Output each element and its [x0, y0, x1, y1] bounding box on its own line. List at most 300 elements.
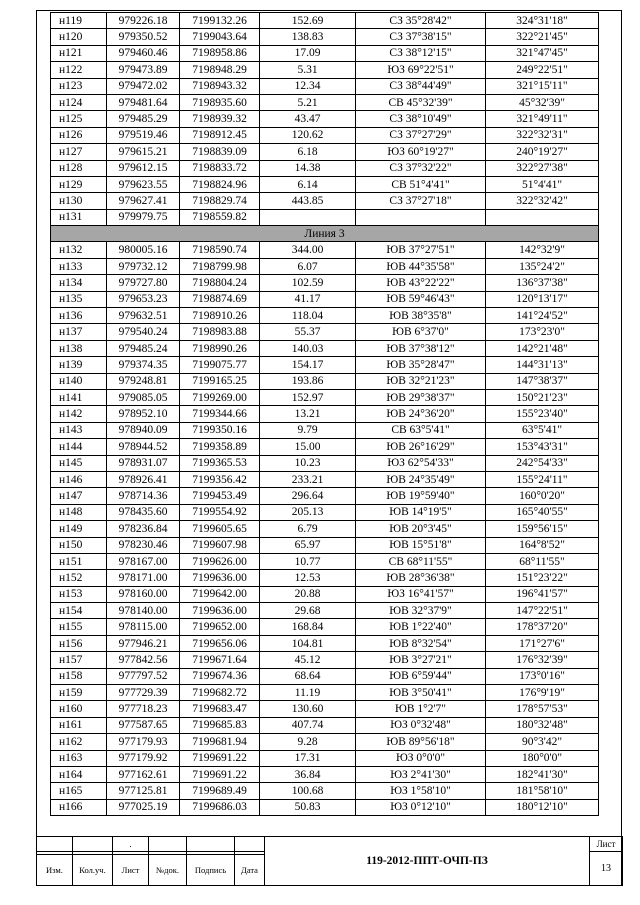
rhumb-cell: ЮВ 59°46'43" [356, 291, 486, 307]
distance-cell: 168.84 [260, 619, 356, 635]
sheet-number: 13 [590, 852, 623, 886]
point-id-cell: н142 [51, 406, 107, 422]
rhumb-cell: СЗ 37°32'22" [356, 160, 486, 176]
x-coordinate-cell: 979085.05 [107, 389, 180, 405]
azimuth-cell: 182°41'30" [486, 766, 599, 782]
table-row [51, 668, 599, 684]
distance-cell: 68.64 [260, 668, 356, 684]
point-id-cell: н129 [51, 176, 107, 192]
y-coordinate-cell: 7199132.26 [180, 13, 260, 29]
azimuth-cell: 153°43'31" [486, 439, 599, 455]
x-coordinate-cell: 979612.15 [107, 160, 180, 176]
y-coordinate-cell: 7198912.45 [180, 127, 260, 143]
azimuth-cell: 176°9'19" [486, 685, 599, 701]
point-id-cell: н150 [51, 537, 107, 553]
rhumb-cell: ЮЗ 2°41'30" [356, 766, 486, 782]
distance-cell: 140.03 [260, 340, 356, 356]
point-id-cell: н122 [51, 62, 107, 78]
distance-cell: 6.79 [260, 521, 356, 537]
point-id-cell: н123 [51, 78, 107, 94]
x-coordinate-cell: 978931.07 [107, 455, 180, 471]
rhumb-cell: СЗ 37°27'18" [356, 193, 486, 209]
table-row [51, 439, 599, 455]
azimuth-cell: 165°40'55" [486, 504, 599, 520]
rhumb-cell: ЮВ 6°37'0" [356, 324, 486, 340]
table-row [51, 553, 599, 569]
y-coordinate-cell: 7198874.69 [180, 291, 260, 307]
x-coordinate-cell: 979615.21 [107, 144, 180, 160]
x-coordinate-cell: 978230.46 [107, 537, 180, 553]
point-id-cell: н151 [51, 553, 107, 569]
section-title: Линия 3 [51, 226, 599, 242]
distance-cell: 15.00 [260, 439, 356, 455]
y-coordinate-cell: 7199626.00 [180, 553, 260, 569]
azimuth-cell: 171°27'6" [486, 635, 599, 651]
rhumb-cell: ЮВ 6°59'44" [356, 668, 486, 684]
azimuth-cell: 181°58'10" [486, 783, 599, 799]
x-coordinate-cell: 979727.80 [107, 275, 180, 291]
x-coordinate-cell: 979540.24 [107, 324, 180, 340]
rhumb-cell: ЮВ 38°35'8" [356, 308, 486, 324]
distance-cell: 6.18 [260, 144, 356, 160]
distance-cell: 6.07 [260, 258, 356, 274]
x-coordinate-cell: 979374.35 [107, 357, 180, 373]
y-coordinate-cell: 7198935.60 [180, 94, 260, 110]
table-row [51, 635, 599, 651]
stamp-header-sheet: Лист [113, 854, 149, 885]
distance-cell: 43.47 [260, 111, 356, 127]
azimuth-cell: 173°23'0" [486, 324, 599, 340]
distance-cell: 6.14 [260, 176, 356, 192]
azimuth-cell: 160°0'20" [486, 488, 599, 504]
point-id-cell: н135 [51, 291, 107, 307]
table-row [51, 455, 599, 471]
rhumb-cell: ЮВ 3°27'21" [356, 652, 486, 668]
rhumb-cell: ЮВ 28°36'38" [356, 570, 486, 586]
point-id-cell: н147 [51, 488, 107, 504]
point-id-cell: н164 [51, 766, 107, 782]
x-coordinate-cell: 979732.12 [107, 258, 180, 274]
table-row [51, 701, 599, 717]
point-id-cell: н144 [51, 439, 107, 455]
rhumb-cell: ЮВ 19°59'40" [356, 488, 486, 504]
azimuth-cell: 322°27'38" [486, 160, 599, 176]
azimuth-cell: 322°32'42" [486, 193, 599, 209]
azimuth-cell: 155°23'40" [486, 406, 599, 422]
azimuth-cell: 321°49'11" [486, 111, 599, 127]
x-coordinate-cell: 978115.00 [107, 619, 180, 635]
x-coordinate-cell: 979473.89 [107, 62, 180, 78]
azimuth-cell: 147°38'37" [486, 373, 599, 389]
table-row [51, 619, 599, 635]
stamp-header-change: Изм. [37, 854, 73, 885]
table-row [51, 62, 599, 78]
table-row [51, 799, 599, 815]
azimuth-cell: 144°31'13" [486, 357, 599, 373]
y-coordinate-cell: 7199689.49 [180, 783, 260, 799]
table-row [51, 717, 599, 733]
distance-cell: 118.04 [260, 308, 356, 324]
table-row [51, 144, 599, 160]
y-coordinate-cell: 7198958.86 [180, 45, 260, 61]
x-coordinate-cell: 977718.23 [107, 701, 180, 717]
rhumb-cell: ЮЗ 60°19'27" [356, 144, 486, 160]
point-id-cell: н132 [51, 242, 107, 258]
table-row [51, 45, 599, 61]
title-block [36, 836, 623, 886]
distance-cell: 65.97 [260, 537, 356, 553]
y-coordinate-cell: 7198910.26 [180, 308, 260, 324]
table-row [51, 127, 599, 143]
point-id-cell: н127 [51, 144, 107, 160]
azimuth-cell: 155°24'11" [486, 471, 599, 487]
point-id-cell: н146 [51, 471, 107, 487]
x-coordinate-cell: 979623.55 [107, 176, 180, 192]
rhumb-cell: СВ 51°4'41" [356, 176, 486, 192]
x-coordinate-cell: 977179.93 [107, 734, 180, 750]
rhumb-cell: СВ 45°32'39" [356, 94, 486, 110]
point-id-cell: н128 [51, 160, 107, 176]
table-row [51, 29, 599, 45]
table-row [51, 586, 599, 602]
table-row [51, 373, 599, 389]
distance-cell: 17.31 [260, 750, 356, 766]
y-coordinate-cell: 7199165.25 [180, 373, 260, 389]
y-coordinate-cell: 7199358.89 [180, 439, 260, 455]
table-row [51, 78, 599, 94]
rhumb-cell: ЮЗ 0°32'48" [356, 717, 486, 733]
table-row [51, 734, 599, 750]
table-row [51, 340, 599, 356]
rhumb-cell: ЮВ 37°38'12" [356, 340, 486, 356]
x-coordinate-cell: 977587.65 [107, 717, 180, 733]
y-coordinate-cell: 7199642.00 [180, 586, 260, 602]
table-row [51, 13, 599, 29]
rhumb-cell: ЮВ 43°22'22" [356, 275, 486, 291]
coordinates-table [50, 12, 599, 816]
distance-cell: 12.34 [260, 78, 356, 94]
y-coordinate-cell: 7199652.00 [180, 619, 260, 635]
azimuth-cell: 240°19'27" [486, 144, 599, 160]
azimuth-cell: 120°13'17" [486, 291, 599, 307]
rhumb-cell: ЮВ 37°27'51" [356, 242, 486, 258]
x-coordinate-cell: 977025.19 [107, 799, 180, 815]
y-coordinate-cell: 7199344.66 [180, 406, 260, 422]
table-row [51, 193, 599, 209]
y-coordinate-cell: 7199043.64 [180, 29, 260, 45]
x-coordinate-cell: 979632.51 [107, 308, 180, 324]
distance-cell: 443.85 [260, 193, 356, 209]
y-coordinate-cell: 7198804.24 [180, 275, 260, 291]
azimuth-cell: 242°54'33" [486, 455, 599, 471]
y-coordinate-cell: 7199686.03 [180, 799, 260, 815]
distance-cell: 407.74 [260, 717, 356, 733]
point-id-cell: н138 [51, 340, 107, 356]
distance-cell: 5.21 [260, 94, 356, 110]
x-coordinate-cell: 978944.52 [107, 439, 180, 455]
y-coordinate-cell: 7199607.98 [180, 537, 260, 553]
azimuth-cell: 63°5'41" [486, 422, 599, 438]
table-row [51, 652, 599, 668]
x-coordinate-cell: 979226.18 [107, 13, 180, 29]
y-coordinate-cell: 7199691.22 [180, 766, 260, 782]
y-coordinate-cell: 7198824.96 [180, 176, 260, 192]
x-coordinate-cell: 979485.29 [107, 111, 180, 127]
point-id-cell: н160 [51, 701, 107, 717]
point-id-cell: н163 [51, 750, 107, 766]
point-id-cell: н157 [51, 652, 107, 668]
azimuth-cell: 180°12'10" [486, 799, 599, 815]
distance-cell: 130.60 [260, 701, 356, 717]
azimuth-cell: 147°22'51" [486, 603, 599, 619]
x-coordinate-cell: 979653.23 [107, 291, 180, 307]
table-row [51, 357, 599, 373]
rhumb-cell: ЮЗ 62°54'33" [356, 455, 486, 471]
table-row [51, 471, 599, 487]
azimuth-cell: 51°4'41" [486, 176, 599, 192]
rhumb-cell: ЮВ 15°51'8" [356, 537, 486, 553]
table-row [51, 488, 599, 504]
table-row [51, 685, 599, 701]
y-coordinate-cell: 7199356.42 [180, 471, 260, 487]
point-id-cell: н124 [51, 94, 107, 110]
y-coordinate-cell: 7198990.26 [180, 340, 260, 356]
table-row [51, 766, 599, 782]
table-row [51, 324, 599, 340]
stamp-header-date: Дата [235, 854, 265, 885]
azimuth-cell: 151°23'22" [486, 570, 599, 586]
rhumb-cell: ЮВ 24°35'49" [356, 471, 486, 487]
distance-cell: 41.17 [260, 291, 356, 307]
point-id-cell: н154 [51, 603, 107, 619]
rhumb-cell: ЮВ 8°32'54" [356, 635, 486, 651]
azimuth-cell: 136°37'38" [486, 275, 599, 291]
distance-cell: 36.84 [260, 766, 356, 782]
azimuth-cell: 173°0'16" [486, 668, 599, 684]
x-coordinate-cell: 980005.16 [107, 242, 180, 258]
y-coordinate-cell: 7199453.49 [180, 488, 260, 504]
rhumb-cell: ЮВ 44°35'58" [356, 258, 486, 274]
table-row [51, 94, 599, 110]
rhumb-cell: ЮВ 32°37'9" [356, 603, 486, 619]
y-coordinate-cell: 7199682.72 [180, 685, 260, 701]
azimuth-cell: 164°8'52" [486, 537, 599, 553]
x-coordinate-cell: 979481.64 [107, 94, 180, 110]
distance-cell: 296.64 [260, 488, 356, 504]
x-coordinate-cell: 979485.24 [107, 340, 180, 356]
rhumb-cell: ЮЗ 0°12'10" [356, 799, 486, 815]
y-coordinate-cell: 7198948.29 [180, 62, 260, 78]
sheet-label: Лист [590, 837, 623, 852]
distance-cell: 154.17 [260, 357, 356, 373]
y-coordinate-cell: 7199685.83 [180, 717, 260, 733]
distance-cell: 104.81 [260, 635, 356, 651]
point-id-cell: н141 [51, 389, 107, 405]
point-id-cell: н133 [51, 258, 107, 274]
rhumb-cell: ЮЗ 69°22'51" [356, 62, 486, 78]
distance-cell: 55.37 [260, 324, 356, 340]
point-id-cell: н120 [51, 29, 107, 45]
x-coordinate-cell: 977162.61 [107, 766, 180, 782]
azimuth-cell: 322°21'45" [486, 29, 599, 45]
rhumb-cell: СЗ 38°12'15" [356, 45, 486, 61]
point-id-cell: н153 [51, 586, 107, 602]
distance-cell: 50.83 [260, 799, 356, 815]
x-coordinate-cell: 979627.41 [107, 193, 180, 209]
table-row [51, 570, 599, 586]
azimuth-cell [486, 209, 599, 225]
y-coordinate-cell: 7199671.64 [180, 652, 260, 668]
x-coordinate-cell: 978952.10 [107, 406, 180, 422]
rhumb-cell: СЗ 38°44'49" [356, 78, 486, 94]
table-row [51, 111, 599, 127]
y-coordinate-cell: 7199656.06 [180, 635, 260, 651]
y-coordinate-cell: 7198590.74 [180, 242, 260, 258]
y-coordinate-cell: 7199691.22 [180, 750, 260, 766]
distance-cell: 13.21 [260, 406, 356, 422]
table-row [51, 308, 599, 324]
point-id-cell: н161 [51, 717, 107, 733]
point-id-cell: н140 [51, 373, 107, 389]
distance-cell: 233.21 [260, 471, 356, 487]
point-id-cell: н134 [51, 275, 107, 291]
x-coordinate-cell: 978160.00 [107, 586, 180, 602]
y-coordinate-cell: 7198559.82 [180, 209, 260, 225]
point-id-cell: н158 [51, 668, 107, 684]
y-coordinate-cell: 7199605.65 [180, 521, 260, 537]
rhumb-cell: СЗ 35°28'42" [356, 13, 486, 29]
distance-cell: 138.83 [260, 29, 356, 45]
table-row [51, 176, 599, 192]
table-row [51, 406, 599, 422]
stamp-cell [235, 837, 265, 852]
azimuth-cell: 135°24'2" [486, 258, 599, 274]
x-coordinate-cell: 978435.60 [107, 504, 180, 520]
y-coordinate-cell: 7199683.47 [180, 701, 260, 717]
y-coordinate-cell: 7199674.36 [180, 668, 260, 684]
rhumb-cell: ЮВ 32°21'23" [356, 373, 486, 389]
rhumb-cell: ЮВ 1°2'7" [356, 701, 486, 717]
table-row [51, 160, 599, 176]
x-coordinate-cell: 979472.02 [107, 78, 180, 94]
y-coordinate-cell: 7198839.09 [180, 144, 260, 160]
azimuth-cell: 321°47'45" [486, 45, 599, 61]
point-id-cell: н165 [51, 783, 107, 799]
point-id-cell: н166 [51, 799, 107, 815]
point-id-cell: н155 [51, 619, 107, 635]
y-coordinate-cell: 7198983.88 [180, 324, 260, 340]
distance-cell: 205.13 [260, 504, 356, 520]
y-coordinate-cell: 7199636.00 [180, 603, 260, 619]
x-coordinate-cell: 977797.52 [107, 668, 180, 684]
azimuth-cell: 45°32'39" [486, 94, 599, 110]
stamp-header-signature: Подпись [187, 854, 235, 885]
rhumb-cell: ЮВ 20°3'45" [356, 521, 486, 537]
distance-cell: 5.31 [260, 62, 356, 78]
x-coordinate-cell: 979519.46 [107, 127, 180, 143]
azimuth-cell: 142°32'9" [486, 242, 599, 258]
point-id-cell: н130 [51, 193, 107, 209]
document-code: 119-2012-ППТ-ОЧП-ПЗ [265, 837, 590, 886]
distance-cell [260, 209, 356, 225]
rhumb-cell: ЮЗ 0°0'0" [356, 750, 486, 766]
table-row [51, 389, 599, 405]
y-coordinate-cell: 7199554.92 [180, 504, 260, 520]
azimuth-cell: 90°3'42" [486, 734, 599, 750]
x-coordinate-cell: 977729.39 [107, 685, 180, 701]
azimuth-cell: 142°21'48" [486, 340, 599, 356]
x-coordinate-cell: 978167.00 [107, 553, 180, 569]
x-coordinate-cell: 979350.52 [107, 29, 180, 45]
section-header-row [51, 226, 599, 242]
rhumb-cell: ЮВ 29°38'37" [356, 389, 486, 405]
x-coordinate-cell: 978236.84 [107, 521, 180, 537]
distance-cell: 17.09 [260, 45, 356, 61]
stamp-cell [149, 837, 187, 852]
point-id-cell: н152 [51, 570, 107, 586]
distance-cell: 100.68 [260, 783, 356, 799]
stamp-header-count: Кол.уч. [73, 854, 113, 885]
table-row [51, 209, 599, 225]
azimuth-cell: 321°15'11" [486, 78, 599, 94]
table-row [51, 504, 599, 520]
x-coordinate-cell: 979248.81 [107, 373, 180, 389]
rhumb-cell: СЗ 37°27'29" [356, 127, 486, 143]
rhumb-cell: ЮЗ 16°41'57" [356, 586, 486, 602]
x-coordinate-cell: 978714.36 [107, 488, 180, 504]
rhumb-cell: ЮВ 3°50'41" [356, 685, 486, 701]
table-row [51, 275, 599, 291]
table-row [51, 537, 599, 553]
azimuth-cell: 180°32'48" [486, 717, 599, 733]
distance-cell: 14.38 [260, 160, 356, 176]
table-row [51, 291, 599, 307]
distance-cell: 152.69 [260, 13, 356, 29]
distance-cell: 193.86 [260, 373, 356, 389]
y-coordinate-cell: 7199636.00 [180, 570, 260, 586]
table-row [51, 422, 599, 438]
point-id-cell: н125 [51, 111, 107, 127]
x-coordinate-cell: 978140.00 [107, 603, 180, 619]
distance-cell: 10.77 [260, 553, 356, 569]
point-id-cell: н121 [51, 45, 107, 61]
table-row [51, 783, 599, 799]
y-coordinate-cell: 7199681.94 [180, 734, 260, 750]
point-id-cell: н162 [51, 734, 107, 750]
stamp-header-doc-number: №док. [149, 854, 187, 885]
rhumb-cell [356, 209, 486, 225]
x-coordinate-cell: 979460.46 [107, 45, 180, 61]
azimuth-cell: 178°57'53" [486, 701, 599, 717]
point-id-cell: н159 [51, 685, 107, 701]
rhumb-cell: СЗ 37°38'15" [356, 29, 486, 45]
point-id-cell: н139 [51, 357, 107, 373]
point-id-cell: н156 [51, 635, 107, 651]
y-coordinate-cell: 7199365.53 [180, 455, 260, 471]
rhumb-cell: ЮВ 26°16'29" [356, 439, 486, 455]
stamp-cell [187, 837, 235, 852]
rhumb-cell: ЮВ 89°56'18" [356, 734, 486, 750]
y-coordinate-cell: 7198799.98 [180, 258, 260, 274]
distance-cell: 344.00 [260, 242, 356, 258]
y-coordinate-cell: 7198943.32 [180, 78, 260, 94]
table-row [51, 258, 599, 274]
stamp-cell [37, 837, 73, 852]
x-coordinate-cell: 977842.56 [107, 652, 180, 668]
x-coordinate-cell: 977946.21 [107, 635, 180, 651]
stamp-dot: . [113, 837, 149, 852]
rhumb-cell: СВ 68°11'55" [356, 553, 486, 569]
